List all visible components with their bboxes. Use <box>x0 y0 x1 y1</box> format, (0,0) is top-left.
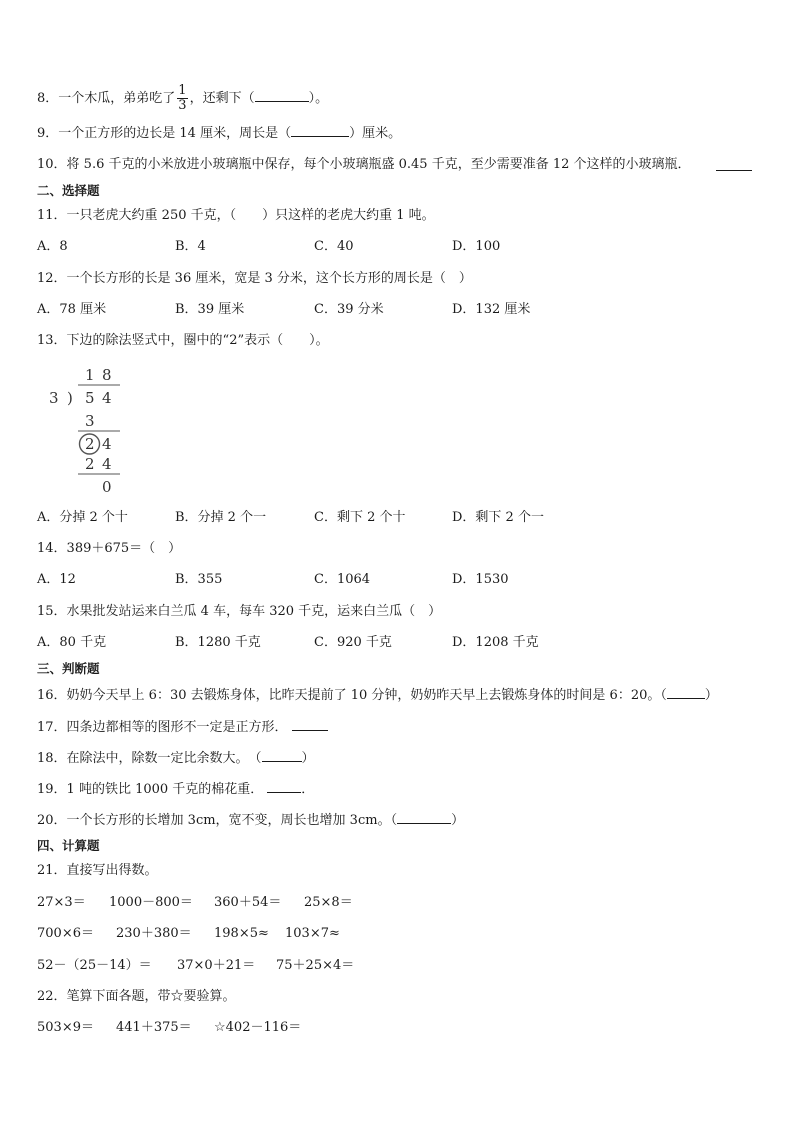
calc-item: 700×6＝ <box>37 926 94 941</box>
question-14: 14．389＋675＝（ ） <box>37 541 182 556</box>
q19-end: ． <box>301 782 315 797</box>
division-bracket: ) <box>67 389 73 407</box>
q16-text: 16．奶奶今天早上 6：30 去锻炼身体，比昨天提前了 10 分钟，奶奶昨天早上去锻炼身体的时间是 6：20。（ <box>37 688 667 703</box>
calc-item: 27×3＝ <box>37 895 86 910</box>
section-heading-choice: 二、选择题 <box>37 183 100 198</box>
long-division-figure <box>40 365 150 500</box>
q9-end: ）厘米。 <box>349 126 402 141</box>
answer-blank[interactable] <box>716 158 752 171</box>
answer-blank[interactable] <box>292 718 328 731</box>
final-remainder: 0 <box>102 478 112 496</box>
dividend-digit: 5 <box>85 389 95 407</box>
option-c[interactable]: C．40 <box>314 239 354 254</box>
step2-digit: 4 <box>102 455 112 473</box>
question-8 <box>37 84 328 113</box>
calc-item: 198×5≈ <box>214 926 269 941</box>
calc-item: 1000－800＝ <box>109 895 193 910</box>
quotient-digit: 8 <box>102 366 112 384</box>
question-16 <box>37 686 718 705</box>
q19-text: 19．1 吨的铁比 1000 千克的棉花重． <box>37 782 264 797</box>
option-a[interactable]: A．80 千克 <box>37 635 107 650</box>
question-18 <box>37 749 315 768</box>
q16-end: ） <box>704 688 718 703</box>
option-d[interactable]: D．100 <box>452 239 501 254</box>
option-c[interactable]: C．920 千克 <box>314 635 392 650</box>
answer-blank[interactable] <box>397 811 451 824</box>
answer-blank[interactable] <box>667 686 705 699</box>
q8-end: ）。 <box>308 91 329 106</box>
calc-item: 230＋380＝ <box>116 926 192 941</box>
fraction-one-third: $\frac{1}{3}$ <box>178 83 187 113</box>
question-21: 21．直接写出得数。 <box>37 863 158 878</box>
question-22: 22．笔算下面各题，带☆要验算。 <box>37 989 236 1004</box>
option-d[interactable]: D．剩下 2 个一 <box>452 510 544 525</box>
option-b[interactable]: B．1280 千克 <box>175 635 261 650</box>
answer-blank[interactable] <box>267 780 301 793</box>
question-19 <box>37 780 314 799</box>
answer-blank[interactable] <box>291 124 349 137</box>
option-c[interactable]: C．1064 <box>314 572 371 587</box>
answer-blank[interactable] <box>262 749 302 762</box>
question-9 <box>37 124 401 143</box>
calc-item-starred: ☆402－116＝ <box>214 1020 302 1035</box>
option-c[interactable]: C．剩下 2 个十 <box>314 510 406 525</box>
calc-item: 37×0＋21＝ <box>177 958 256 973</box>
q20-end: ） <box>451 813 465 828</box>
option-d[interactable]: D．1530 <box>452 572 509 587</box>
question-17 <box>37 718 328 737</box>
remainder-digit: 4 <box>102 435 112 453</box>
option-a[interactable]: A．78 厘米 <box>37 302 107 317</box>
q18-text: 18．在除法中，除数一定比余数大。 （ <box>37 751 262 766</box>
option-a[interactable]: A．分掉 2 个十 <box>37 510 128 525</box>
question-15: 15．水果批发站运来白兰瓜 4 车，每车 320 千克，运来白兰瓜（ ） <box>37 604 442 619</box>
quotient-digit: 1 <box>85 366 95 384</box>
calc-item: 75＋25×4＝ <box>276 958 355 973</box>
option-d[interactable]: D．132 厘米 <box>452 302 531 317</box>
answer-blank[interactable] <box>255 89 309 102</box>
option-b[interactable]: B．分掉 2 个一 <box>175 510 267 525</box>
calc-item: 103×7≈ <box>285 926 340 941</box>
q20-text: 20．一个长方形的长增加 3cm，宽不变，周长也增加 3cm。（ <box>37 813 398 828</box>
q10-text: 10．将 5.6 千克的小米放进小玻璃瓶中保存，每个小玻璃瓶盛 0.45 千克，至少需要准备 12 个这样的小玻璃瓶． <box>37 157 691 172</box>
option-d[interactable]: D．1208 千克 <box>452 635 539 650</box>
option-b[interactable]: B．355 <box>175 572 223 587</box>
question-13: 13．下边的除法竖式中，圈中的“2”表示（ ）。 <box>37 333 329 348</box>
option-a[interactable]: A．8 <box>37 239 68 254</box>
question-11: 11．一只老虎大约重 250 千克，（ ）只这样的老虎大约重 1 吨。 <box>37 208 435 223</box>
remainder-digit-circled: 2 <box>85 435 95 453</box>
calc-item: 503×9＝ <box>37 1020 94 1035</box>
question-10 <box>37 156 691 174</box>
calc-item: 25×8＝ <box>304 895 353 910</box>
dividend-digit: 4 <box>102 389 112 407</box>
q18-end: ） <box>301 751 315 766</box>
calc-item: 360＋54＝ <box>214 895 282 910</box>
option-b[interactable]: B．39 厘米 <box>175 302 245 317</box>
q17-text: 17．四条边都相等的图形不一定是正方形． <box>37 720 288 735</box>
divisor: 3 <box>49 389 59 407</box>
step2-digit: 2 <box>85 455 95 473</box>
section-heading-calculation: 四、计算题 <box>37 838 100 853</box>
option-a[interactable]: A．12 <box>37 572 76 587</box>
option-b[interactable]: B．4 <box>175 239 206 254</box>
calc-item: 441＋375＝ <box>116 1020 192 1035</box>
q9-prefix: 9．一个正方形的边长是 14 厘米，周长是（ <box>37 126 292 141</box>
q8-suffix: ，还剩下（ <box>189 91 255 106</box>
step1-product: 3 <box>85 412 95 430</box>
calc-item: 52－（25－14）＝ <box>37 958 152 973</box>
question-20 <box>37 811 464 830</box>
q8-prefix: 8．一个木瓜，弟弟吃了 <box>37 91 176 106</box>
option-c[interactable]: C．39 分米 <box>314 302 384 317</box>
question-12: 12．一个长方形的长是 36 厘米，宽是 3 分米，这个长方形的周长是（ ） <box>37 271 472 286</box>
section-heading-judgement: 三、判断题 <box>37 661 100 676</box>
